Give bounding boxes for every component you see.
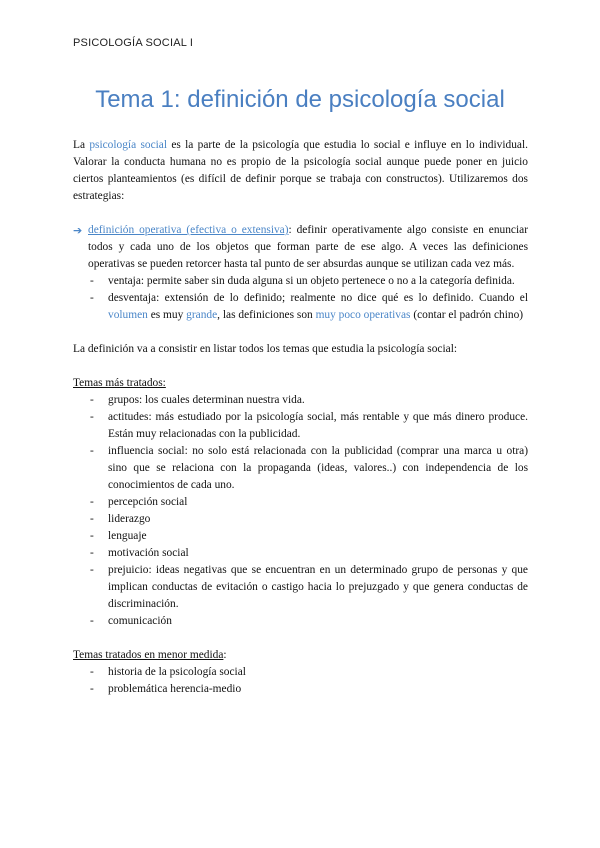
- temas-mas-list: [73, 392, 528, 630]
- definition-paragraph: La definición va a consistir en listar todos los temas que estudia la psicología social:: [73, 343, 458, 355]
- list-item: - prejuicio: ideas negativas que se encuentran en un determinado grupo de personas y que implican conductas de evitación o castigo hacia lo prejuzgado y que genera conductas de discriminación.: [73, 562, 528, 613]
- desventaja-text-1: desventaja: extensión de lo definido; realmente no dice qué es lo definido. Cuando el: [108, 292, 528, 304]
- list-item: - percepción social: [73, 494, 528, 511]
- temas-menor-heading: Temas tratados en menor medida: [73, 649, 224, 661]
- page-header: PSICOLOGÍA SOCIAL I: [73, 37, 194, 49]
- list-item: - liderazgo: [73, 511, 528, 528]
- list-item: - lenguaje: [73, 528, 528, 545]
- strategy-paragraph: [88, 222, 528, 273]
- strategy-item: [73, 222, 528, 324]
- list-item: - grupos: los cuales determinan nuestra vida.: [73, 392, 528, 409]
- list-item: - problemática herencia-medio: [73, 681, 528, 698]
- strategy-sublist: [73, 273, 528, 324]
- desventaja-highlight-1: volumen: [108, 309, 148, 321]
- temas-menor-colon: :: [223, 649, 227, 661]
- intro-paragraph: [73, 137, 528, 205]
- intro-text-2: es la parte de la psicología que estudia lo social e influye en lo individual. Valorar la conducta humana no es propio de la psicología social aunque puede poner en juicio ciertos planteamientos (es difícil de definir porque se trabaja con constructos). Utilizaremos dos estrategias:: [73, 139, 528, 202]
- strategy-highlight: definición operativa (efectiva o extensiva): [88, 224, 289, 236]
- desventaja-highlight-3: muy poco operativas: [315, 309, 411, 321]
- temas-menor-heading-line: [73, 647, 528, 664]
- ventaja-text: ventaja: permite saber sin duda alguna si un objeto pertenece o no a la categoría definida.: [108, 275, 515, 287]
- list-item: - motivación social: [73, 545, 528, 562]
- temas-mas-heading: Temas más tratados:: [73, 377, 166, 389]
- desventaja-text-4: (contar el padrón chino): [410, 309, 524, 321]
- list-item: [73, 273, 528, 290]
- intro-text-1: La: [73, 139, 90, 151]
- list-item: [73, 290, 528, 324]
- list-item: - historia de la psicología social: [73, 664, 528, 681]
- arrow-bullet-icon: ➔: [73, 224, 83, 237]
- desventaja-text-3: , las definiciones son: [217, 309, 316, 321]
- desventaja-highlight-2: grande: [186, 309, 218, 321]
- page-title: Tema 1: definición de psicología social: [95, 86, 505, 113]
- desventaja-text-2: es muy: [147, 309, 187, 321]
- strategy-text: : definir operativamente algo consiste en enunciar todos y cada uno de los objetos que forman parte de ese algo. A veces las definiciones operativas se pueden retorcer hasta tal punto de ser absurdas aunque se utilizan cada vez más.: [88, 224, 528, 270]
- temas-menor-list: [73, 664, 528, 698]
- document-body: [73, 137, 528, 698]
- list-item: - comunicación: [73, 613, 528, 630]
- intro-highlight: psicología social: [89, 139, 168, 151]
- list-item: - influencia social: no solo está relacionada con la publicidad (comprar una marca u otra) sino que se relaciona con la propaganda (ideas, valores..) con independencia de los conocimientos de cada uno.: [73, 443, 528, 494]
- list-item: - actitudes: más estudiado por la psicología social, más rentable y que más dinero produce. Están muy relacionadas con la publicidad.: [73, 409, 528, 443]
